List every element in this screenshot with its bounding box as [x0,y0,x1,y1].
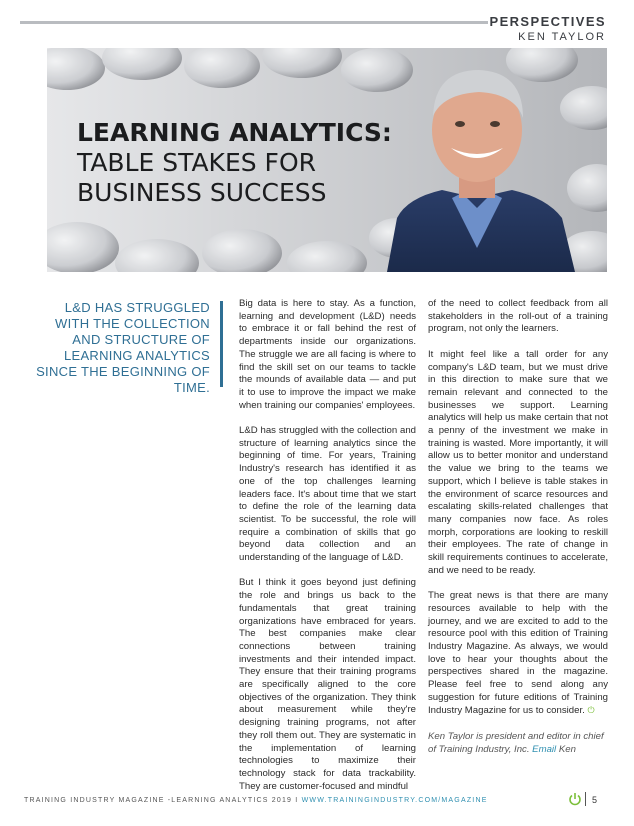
title-line-2: TABLE STAKES FOR [77,148,316,177]
page-number: 5 [592,795,598,805]
paragraph: L&D has struggled with the collection and structure of learning analytics since the beginning of time. For years, Training Industry's research has identified it as one of the top challenges learning leaders face. It's about time that we start to define the role of the learning data scientist. To be successful, the role will require a combination of skills that go beyond data collection and an understanding of the language of L&D. [239,425,416,564]
author-bio [428,731,608,756]
footer-magazine: TRAINING INDUSTRY MAGAZINE -LEARNING ANALYTICS 2019 [24,797,293,804]
article-column-2 [428,298,608,769]
power-icon [568,792,582,806]
title-line-3: BUSINESS SUCCESS [77,178,327,207]
paragraph: Big data is here to stay. As a function, learning and development (L&D) needs to embrace it or fall behind the rest of departments inside our organizations. The struggle we are all facing is where to find the skill set on our teams to tackle the mounds of available data — and put it to use to improve the impact we make when training our companies' employees. [239,298,416,411]
footer [24,797,488,804]
paragraph [428,590,608,718]
header-rule [20,21,488,24]
footer-url[interactable]: WWW.TRAININGINDUSTRY.COM/MAGAZINE [301,797,488,804]
footer-separator: I [295,797,299,804]
pull-quote-bar [220,301,223,387]
hero-banner [47,48,607,272]
footer-divider [585,792,586,806]
section-label: PERSPECTIVES [489,14,606,29]
paragraph: It might feel like a tall order for any company's L&D team, but we must drive in this direction to make sure that we remain relevant and connected to the businesses we support. Learning analytics will help us make certain that not a penny of the investment we make in training is wasted. More importantly, it will allow us to better monitor and understand the value we bring to the teams we support, which I believe is table stakes in the environment of scarce resources and escalating skills-related challenges that many companies now face. As roles morph, corporations are looking to reskill their employees. The rate of change in skill requirements continues to accelerate, and we need to be ready. [428,348,608,576]
article-title [77,118,392,208]
paragraph-text: The great news is that there are many resources available to help with the journey, and we are excited to add to the resource pool with this edition of Training Industry Magazine. As always, we would love to hear your thoughts about the perspectives shared in the magazine. Please feel free to send along any suggestion for future editions of Training Industry Magazine for us to consider. [428,590,608,717]
pull-quote: L&D HAS STRUGGLED WITH THE COLLECTION AND STRUCTURE OF LEARNING ANALYTICS SINCE THE BEGINNING OF TIME. [36,300,210,395]
bio-name: Ken [558,743,576,755]
article-column-1 [239,298,416,806]
paragraph: But I think it goes beyond just defining the role and brings us back to the fundamentals that great training organizations have embraced for years. The best companies make clear connections between training investments and their intended impact. They ensure that their training programs are specifically aligned to the core objectives of the organization. They think about measurement while they're designing training programs, not after they roll them out. They are systematic in the implementation of learning technologies to maximize their technology stack for data trackability. They are customer-focused and mindful [239,577,416,792]
email-link[interactable]: Email [532,743,557,755]
author-label: KEN TAYLOR [518,31,606,43]
paragraph: of the need to collect feedback from all stakeholders in the roll-out of a training program, not only the learners. [428,298,608,335]
title-line-1: LEARNING ANALYTICS: [77,118,392,147]
bio-text: Ken Taylor is president and editor in chief of Training Industry, Inc. [428,730,604,755]
power-icon: ⏻ [587,705,595,716]
